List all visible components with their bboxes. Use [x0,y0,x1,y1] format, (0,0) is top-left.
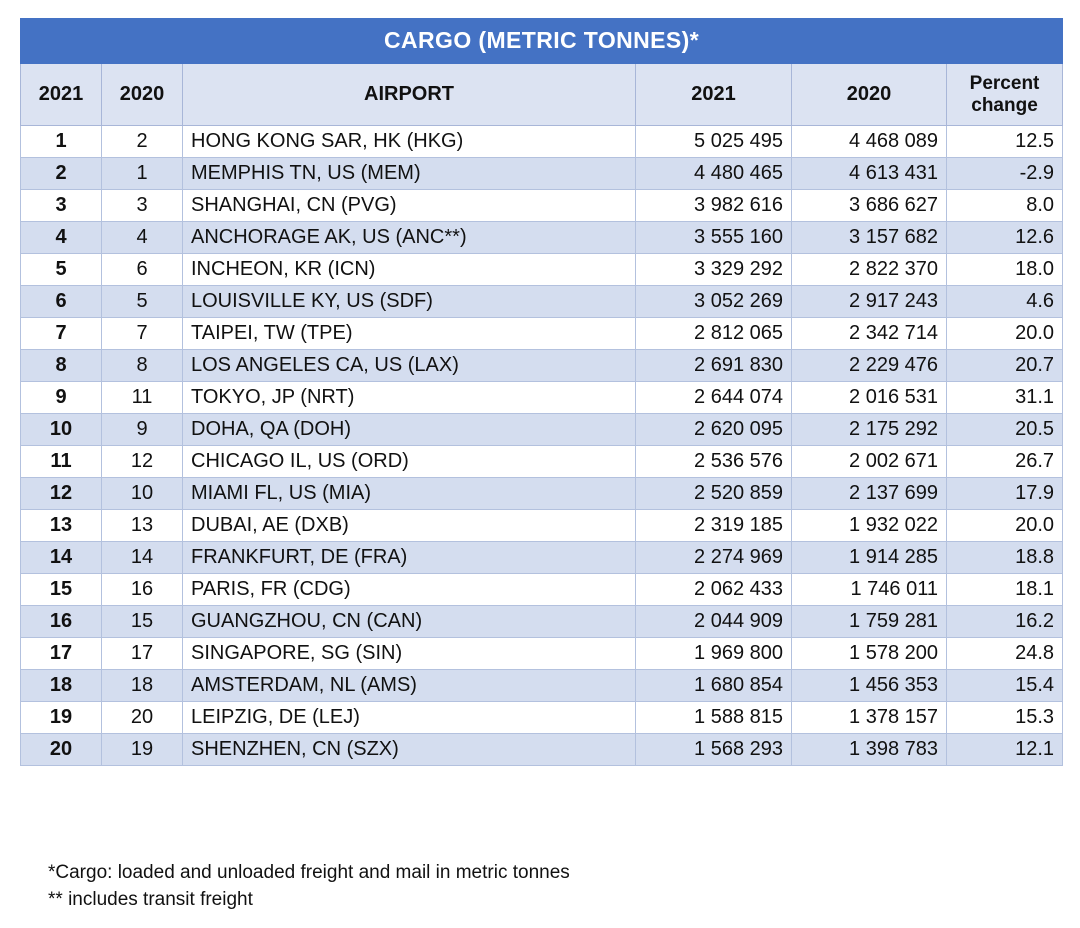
cell-rank-2021: 9 [21,382,102,414]
column-header-rank-2020: 2020 [102,64,183,126]
cell-rank-2021: 18 [21,670,102,702]
cell-value-2020: 1 398 783 [792,734,947,766]
table-row [21,318,1063,350]
cell-rank-2021: 5 [21,254,102,286]
cell-airport-name: DUBAI, AE (DXB) [183,510,636,542]
cell-value-2020: 1 578 200 [792,638,947,670]
cell-percent-change: 4.6 [947,286,1063,318]
cell-rank-2021: 1 [21,126,102,158]
cell-value-2020: 2 917 243 [792,286,947,318]
cell-value-2021: 1 588 815 [636,702,792,734]
cell-percent-change: 15.3 [947,702,1063,734]
percent-change-line-2: change [971,94,1038,116]
cell-rank-2020: 12 [102,446,183,478]
cell-airport-name: SHENZHEN, CN (SZX) [183,734,636,766]
table-row [21,574,1063,606]
table-row [21,350,1063,382]
cell-rank-2021: 8 [21,350,102,382]
footnotes-block [48,860,1028,914]
cell-percent-change: 24.8 [947,638,1063,670]
table-row [21,606,1063,638]
cell-value-2020: 2 822 370 [792,254,947,286]
column-header-value-2021: 2021 [636,64,792,126]
column-header-rank-2021: 2021 [21,64,102,126]
table-row [21,478,1063,510]
cell-airport-name: GUANGZHOU, CN (CAN) [183,606,636,638]
cell-rank-2021: 11 [21,446,102,478]
cell-rank-2020: 5 [102,286,183,318]
cell-percent-change: 18.0 [947,254,1063,286]
cell-rank-2021: 17 [21,638,102,670]
cell-airport-name: SHANGHAI, CN (PVG) [183,190,636,222]
cell-rank-2020: 16 [102,574,183,606]
cell-rank-2020: 18 [102,670,183,702]
cell-value-2020: 2 002 671 [792,446,947,478]
cell-percent-change: 16.2 [947,606,1063,638]
cell-value-2020: 2 016 531 [792,382,947,414]
cell-value-2020: 2 342 714 [792,318,947,350]
cell-percent-change: 12.1 [947,734,1063,766]
cell-value-2021: 3 982 616 [636,190,792,222]
table-row [21,510,1063,542]
cell-percent-change: -2.9 [947,158,1063,190]
cell-rank-2020: 10 [102,478,183,510]
cell-rank-2020: 14 [102,542,183,574]
cell-airport-name: DOHA, QA (DOH) [183,414,636,446]
cell-value-2020: 3 686 627 [792,190,947,222]
cell-value-2021: 1 680 854 [636,670,792,702]
cell-rank-2020: 1 [102,158,183,190]
table-body [21,126,1063,766]
cell-value-2021: 2 319 185 [636,510,792,542]
cell-percent-change: 31.1 [947,382,1063,414]
cell-rank-2021: 10 [21,414,102,446]
cell-rank-2020: 4 [102,222,183,254]
cell-rank-2021: 19 [21,702,102,734]
table-row [21,126,1063,158]
cell-airport-name: MEMPHIS TN, US (MEM) [183,158,636,190]
cell-airport-name: LOS ANGELES CA, US (LAX) [183,350,636,382]
cell-rank-2021: 7 [21,318,102,350]
cell-value-2020: 1 456 353 [792,670,947,702]
cell-rank-2020: 2 [102,126,183,158]
cell-value-2020: 4 468 089 [792,126,947,158]
cell-value-2021: 5 025 495 [636,126,792,158]
table-row [21,286,1063,318]
cell-airport-name: LOUISVILLE KY, US (SDF) [183,286,636,318]
cell-percent-change: 26.7 [947,446,1063,478]
column-header-percent-change [947,64,1063,126]
cell-percent-change: 15.4 [947,670,1063,702]
cell-rank-2020: 7 [102,318,183,350]
cell-rank-2021: 16 [21,606,102,638]
cell-percent-change: 20.0 [947,510,1063,542]
cell-value-2021: 4 480 465 [636,158,792,190]
cell-rank-2020: 13 [102,510,183,542]
cell-value-2021: 1 969 800 [636,638,792,670]
table-row [21,542,1063,574]
cell-value-2021: 2 644 074 [636,382,792,414]
cell-rank-2020: 20 [102,702,183,734]
cell-rank-2020: 15 [102,606,183,638]
table-row [21,382,1063,414]
cell-airport-name: MIAMI FL, US (MIA) [183,478,636,510]
cell-airport-name: INCHEON, KR (ICN) [183,254,636,286]
cell-value-2020: 1 914 285 [792,542,947,574]
cell-airport-name: SINGAPORE, SG (SIN) [183,638,636,670]
table-row [21,446,1063,478]
cell-value-2020: 2 229 476 [792,350,947,382]
cell-value-2021: 2 812 065 [636,318,792,350]
footnote-cargo-definition: *Cargo: loaded and unloaded freight and mail in metric tonnes [48,862,570,883]
cell-rank-2020: 8 [102,350,183,382]
table-row [21,670,1063,702]
cell-rank-2021: 13 [21,510,102,542]
cell-airport-name: PARIS, FR (CDG) [183,574,636,606]
cell-percent-change: 18.1 [947,574,1063,606]
percent-change-line-1: Percent [969,73,1040,95]
cargo-table [20,18,1063,766]
cell-value-2020: 4 613 431 [792,158,947,190]
cell-percent-change: 20.7 [947,350,1063,382]
cell-value-2021: 1 568 293 [636,734,792,766]
cargo-table-container [20,18,1062,766]
table-row [21,702,1063,734]
table-title-row [21,19,1063,64]
cell-rank-2020: 19 [102,734,183,766]
cell-value-2021: 3 052 269 [636,286,792,318]
cell-rank-2021: 14 [21,542,102,574]
cell-value-2021: 2 620 095 [636,414,792,446]
table-title: CARGO (METRIC TONNES)* [21,19,1063,64]
cell-rank-2021: 20 [21,734,102,766]
cell-rank-2021: 15 [21,574,102,606]
cell-value-2021: 2 274 969 [636,542,792,574]
cell-airport-name: ANCHORAGE AK, US (ANC**) [183,222,636,254]
column-header-value-2020: 2020 [792,64,947,126]
cell-percent-change: 12.6 [947,222,1063,254]
cell-rank-2020: 11 [102,382,183,414]
cell-rank-2021: 6 [21,286,102,318]
cell-rank-2020: 6 [102,254,183,286]
cell-percent-change: 12.5 [947,126,1063,158]
cell-value-2021: 2 520 859 [636,478,792,510]
cell-value-2020: 1 746 011 [792,574,947,606]
table-head [21,19,1063,126]
cell-airport-name: AMSTERDAM, NL (AMS) [183,670,636,702]
cell-value-2021: 3 329 292 [636,254,792,286]
cell-value-2021: 2 044 909 [636,606,792,638]
table-row [21,190,1063,222]
footnote-transit-freight: ** includes transit freight [48,888,253,910]
cell-value-2020: 2 175 292 [792,414,947,446]
cell-airport-name: HONG KONG SAR, HK (HKG) [183,126,636,158]
table-row [21,222,1063,254]
cell-value-2020: 1 932 022 [792,510,947,542]
cell-airport-name: TAIPEI, TW (TPE) [183,318,636,350]
cell-airport-name: FRANKFURT, DE (FRA) [183,542,636,574]
column-header-airport: AIRPORT [183,64,636,126]
cell-value-2020: 2 137 699 [792,478,947,510]
cell-airport-name: CHICAGO IL, US (ORD) [183,446,636,478]
table-row [21,414,1063,446]
cell-rank-2021: 3 [21,190,102,222]
table-row [21,638,1063,670]
table-header-row [21,64,1063,126]
cell-airport-name: TOKYO, JP (NRT) [183,382,636,414]
cell-rank-2021: 12 [21,478,102,510]
cell-value-2020: 1 378 157 [792,702,947,734]
cell-value-2020: 3 157 682 [792,222,947,254]
cell-rank-2020: 3 [102,190,183,222]
cell-percent-change: 17.9 [947,478,1063,510]
cell-rank-2020: 9 [102,414,183,446]
table-row [21,734,1063,766]
cell-value-2021: 2 062 433 [636,574,792,606]
table-row [21,158,1063,190]
cell-percent-change: 18.8 [947,542,1063,574]
cell-value-2020: 1 759 281 [792,606,947,638]
cell-rank-2021: 2 [21,158,102,190]
cell-value-2021: 2 691 830 [636,350,792,382]
cell-percent-change: 8.0 [947,190,1063,222]
cell-airport-name: LEIPZIG, DE (LEJ) [183,702,636,734]
cell-rank-2020: 17 [102,638,183,670]
table-row [21,254,1063,286]
cell-percent-change: 20.0 [947,318,1063,350]
cell-percent-change: 20.5 [947,414,1063,446]
cell-value-2021: 3 555 160 [636,222,792,254]
cell-value-2021: 2 536 576 [636,446,792,478]
cell-rank-2021: 4 [21,222,102,254]
